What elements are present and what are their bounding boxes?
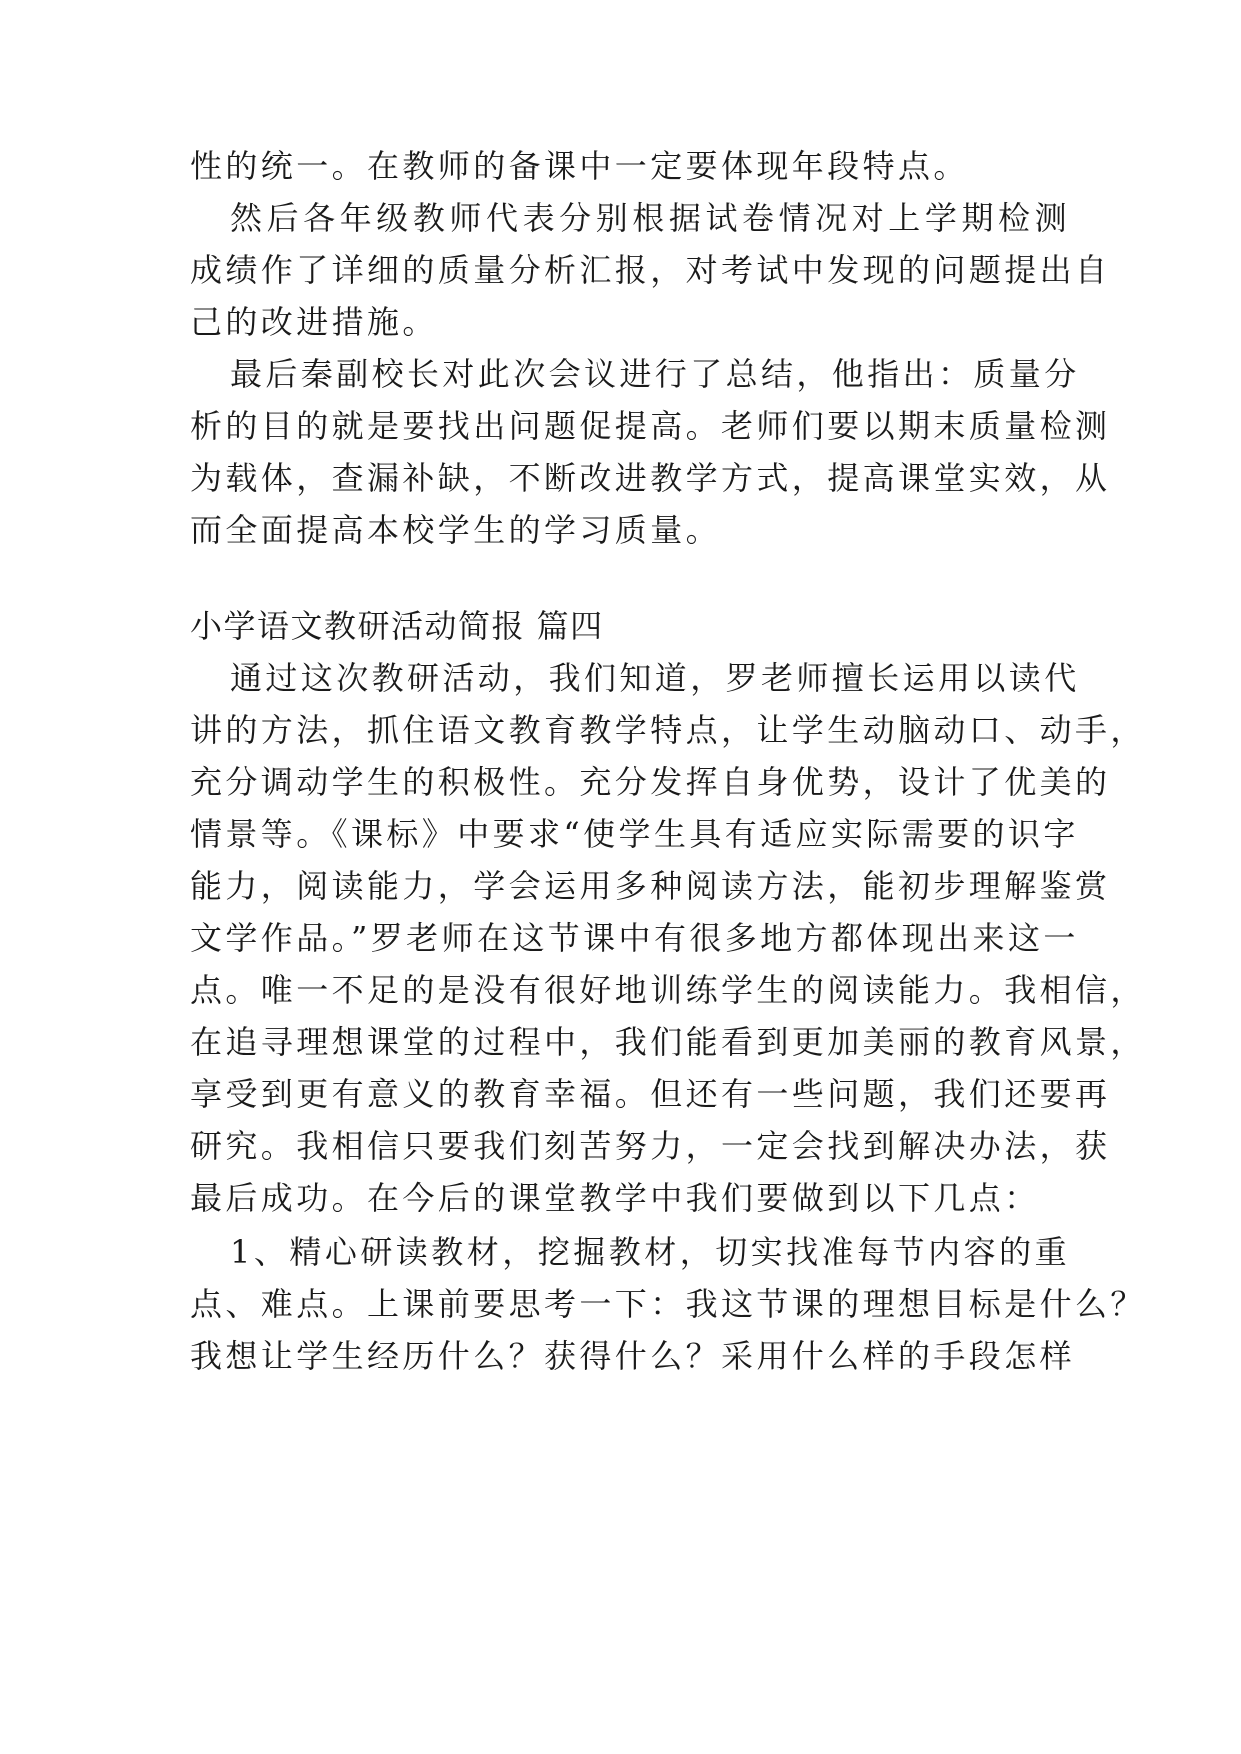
paragraph-line: 然后各年级教师代表分别根据试卷情况对上学期检测 bbox=[230, 199, 1070, 237]
paragraph-line: 在追寻理想课堂的过程中，我们能看到更加美丽的教育风景， bbox=[190, 1023, 1146, 1061]
paragraph-line: 充分调动学生的积极性。充分发挥自身优势，设计了优美的 bbox=[190, 763, 1111, 801]
paragraph-line: 我想让学生经历什么？获得什么？采用什么样的手段怎样 bbox=[190, 1337, 1076, 1375]
paragraph-line: 性的统一。在教师的备课中一定要体现年段特点。 bbox=[190, 147, 969, 185]
paragraph-line: 点、难点。上课前要思考一下：我这节课的理想目标是什么？ bbox=[190, 1285, 1146, 1323]
paragraph-line: 最后成功。在今后的课堂教学中我们要做到以下几点： bbox=[190, 1179, 1040, 1217]
paragraph-line: 能力，阅读能力，学会运用多种阅读方法，能初步理解鉴赏 bbox=[190, 867, 1111, 905]
paragraph-line: 研究。我相信只要我们刻苦努力，一定会找到解决办法，获 bbox=[190, 1127, 1111, 1165]
paragraph-line: 情景等。《课标》中要求“使学生具有适应实际需要的识字 bbox=[190, 815, 1079, 853]
paragraph-line: 最后秦副校长对此次会议进行了总结，他指出：质量分 bbox=[230, 355, 1080, 393]
paragraph-line: 讲的方法，抓住语文教育教学特点，让学生动脑动口、动手， bbox=[190, 711, 1146, 749]
paragraph-line: 点。唯一不足的是没有很好地训练学生的阅读能力。我相信， bbox=[190, 971, 1146, 1009]
paragraph-line: 为载体，查漏补缺，不断改进教学方式，提高课堂实效，从 bbox=[190, 459, 1111, 497]
paragraph-line: 1、精心研读教材，挖掘教材，切实找准每节内容的重 bbox=[230, 1233, 1070, 1271]
paragraph-line: 通过这次教研活动，我们知道，罗老师擅长运用以读代 bbox=[230, 659, 1080, 697]
section-heading: 小学语文教研活动简报 篇四 bbox=[190, 607, 604, 645]
paragraph-line: 成绩作了详细的质量分析汇报，对考试中发现的问题提出自 bbox=[190, 251, 1111, 289]
paragraph-line: 析的目的就是要找出问题促提高。老师们要以期末质量检测 bbox=[190, 407, 1111, 445]
paragraph-line: 享受到更有意义的教育幸福。但还有一些问题，我们还要再 bbox=[190, 1075, 1111, 1113]
paragraph-line: 己的改进措施。 bbox=[190, 303, 438, 341]
paragraph-line: 而全面提高本校学生的学习质量。 bbox=[190, 511, 722, 549]
paragraph-line: 文学作品。”罗老师在这节课中有很多地方都体现出来这一 bbox=[190, 919, 1079, 957]
